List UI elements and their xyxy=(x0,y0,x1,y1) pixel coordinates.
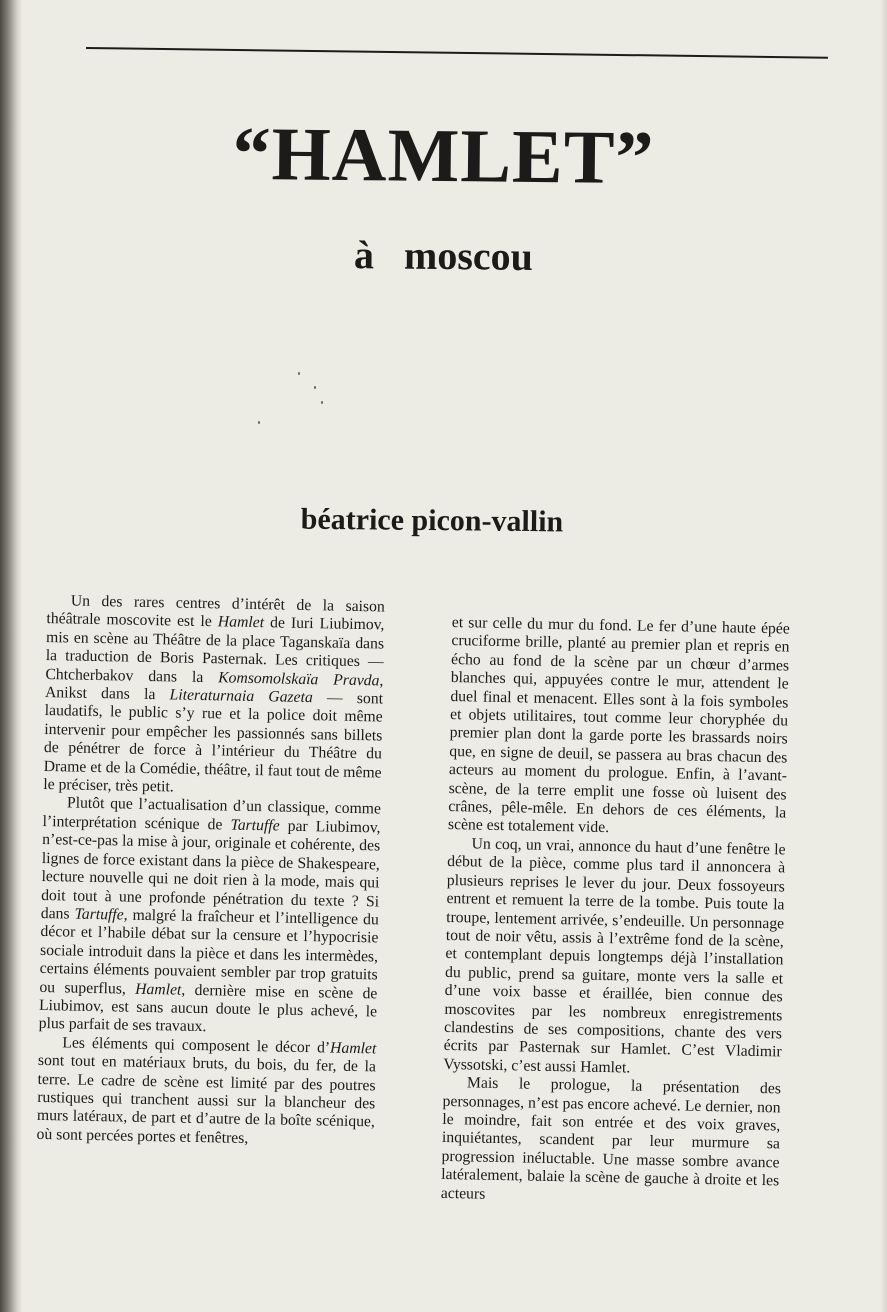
paragraph xyxy=(43,592,385,801)
text-column-left xyxy=(36,592,385,1151)
text-run: de Iuri Liubimov, mis en scène au Théâtre de la place Taganskaïa dans la traduction de Boris Pasternak. Les critiques — Chtcherbakov dans la xyxy=(45,614,385,686)
article-subtitle xyxy=(0,231,887,280)
text-run: Les éléments qui composent le décor d’ xyxy=(62,1034,331,1057)
print-speck xyxy=(298,372,300,375)
italic-title: Literaturnaia Gazeta xyxy=(169,686,313,707)
article-title: “HAMLET” xyxy=(232,111,655,201)
italic-title: Tartuffe xyxy=(230,816,280,835)
print-speck xyxy=(321,401,323,404)
article-author: béatrice picon-vallin xyxy=(300,502,564,539)
print-speck xyxy=(314,386,316,389)
italic-title: Komsomolskaïa Pravda xyxy=(217,668,380,690)
text-run: Plutôt que l’actualisation d’un classique, comme l’interprétation scénique de xyxy=(42,794,382,834)
text-run: dernière mise en scène de Liubimov, est sans aucun doute le plus achevé, le plus parfait de ses travaux. xyxy=(38,981,378,1036)
text-run: Un coq, un vrai, annonce du haut d’une fenêtre le début de la pièce, comme plus tard il annoncera à plusieurs reprises le lever du jour. Deux fossoyeurs entrent et remuent la terre de la tombe. Puis toute la troupe, lentement arrivée, s’endeuille. Un personnage tout de noir vêtu, assis à l’extrême fond de la scène, et contemplant depuis longtemps déjà l’installation du public, prend sa guitare, monte vers la salle et d’une voix basse et éraillée, bien connue des moscovites par les nombreux enregistrements clandestins de ses compositions, chante des vers écrits par Pasternak sur Hamlet. C’est Vladimir Vyssotski, c’est aussi Hamlet. xyxy=(443,835,786,1077)
italic-title: Hamlet xyxy=(329,1039,377,1058)
paragraph xyxy=(441,1074,781,1209)
text-run: , Anikst dans la xyxy=(44,672,384,704)
paragraph xyxy=(39,794,382,1040)
italic-title: Tartuffe, xyxy=(74,905,128,924)
text-run: malgré la fraîcheur et l’intelligence du décor et l’habile débat sur la censure et l’hypocrisie sociale introduit dans la pièce et dans les intermèdes, certains éléments pouvaient sembler par trop gratuits ou superflus, xyxy=(39,906,379,998)
text-run: par Liubimov, n’est-ce-pas la mise à jour, originale et cohérente, des lignes de force existant dans la pièce de Shakespeare, lecture nouvelle qui ne doit rien à la mode, mais qui doit tout à une profonde pénétration du texte ? Si dans xyxy=(40,817,381,923)
paragraph xyxy=(448,614,790,841)
text-run: Mais le prologue, la présentation des personnages, n’est pas encore achevé. Le dernier, non le moindre, fait son entrée et des voix graves, inquiétantes, scandent par leur murmure sa progression inéluctable. Une masse sombre avance latéralement, balaie la scène de gauche à droite et les acteurs xyxy=(440,1074,782,1203)
text-run: et sur celle du mur du fond. Le fer d’une haute épée cruciforme brille, planté au premier plan et repris en écho au fond de la scène par un chœur d’armes blanches qui, appuyées contre le mur, attendent le duel final et menacent. Elles sont à la fois symboles et objets utilitaires, tout comme leur choryphée du premier plan dont la garde porte les brassards noirs que, en signe de deuil, se passera au bras chacun des acteurs au moment du prologue. Enfin, à l’avant-scène, de la terre emplit une fosse où luisent des crânes, pêle-mêle. En dehors de ces éléments, la scène est totalement vide. xyxy=(447,614,790,837)
italic-title: Hamlet xyxy=(217,613,265,632)
text-run: sont tout en matériaux bruts, du bois, du fer, de la terre. Le cadre de scène est limité par des poutres rustiques qui tranchent aussi sur la blancheur des murs latéraux, de part et d’autre de la boîte scénique, où sont percées portes et fenêtres, xyxy=(36,1052,377,1147)
text-run: Un des rares centres d’intérêt de la saison théâtrale moscovite est le xyxy=(46,592,385,631)
print-speck xyxy=(258,421,260,424)
text-run: — sont laudatifs, le public s’y rue et la police doit même intervenir pour empêcher les passionnés sans billets de pénétrer de force à l’intérieur du Théâtre du Drame et de la Comédie, théâtre, il faut tout de même le préciser, très petit. xyxy=(43,689,384,796)
subtitle-place: moscou xyxy=(403,232,534,279)
paragraph xyxy=(443,835,786,1081)
italic-title: Hamlet, xyxy=(135,980,186,999)
paragraph xyxy=(36,1034,376,1151)
subtitle-preposition: à xyxy=(353,232,375,278)
book-binding-shadow xyxy=(0,0,22,1312)
text-column-right xyxy=(441,614,790,1209)
top-rule xyxy=(86,47,828,59)
